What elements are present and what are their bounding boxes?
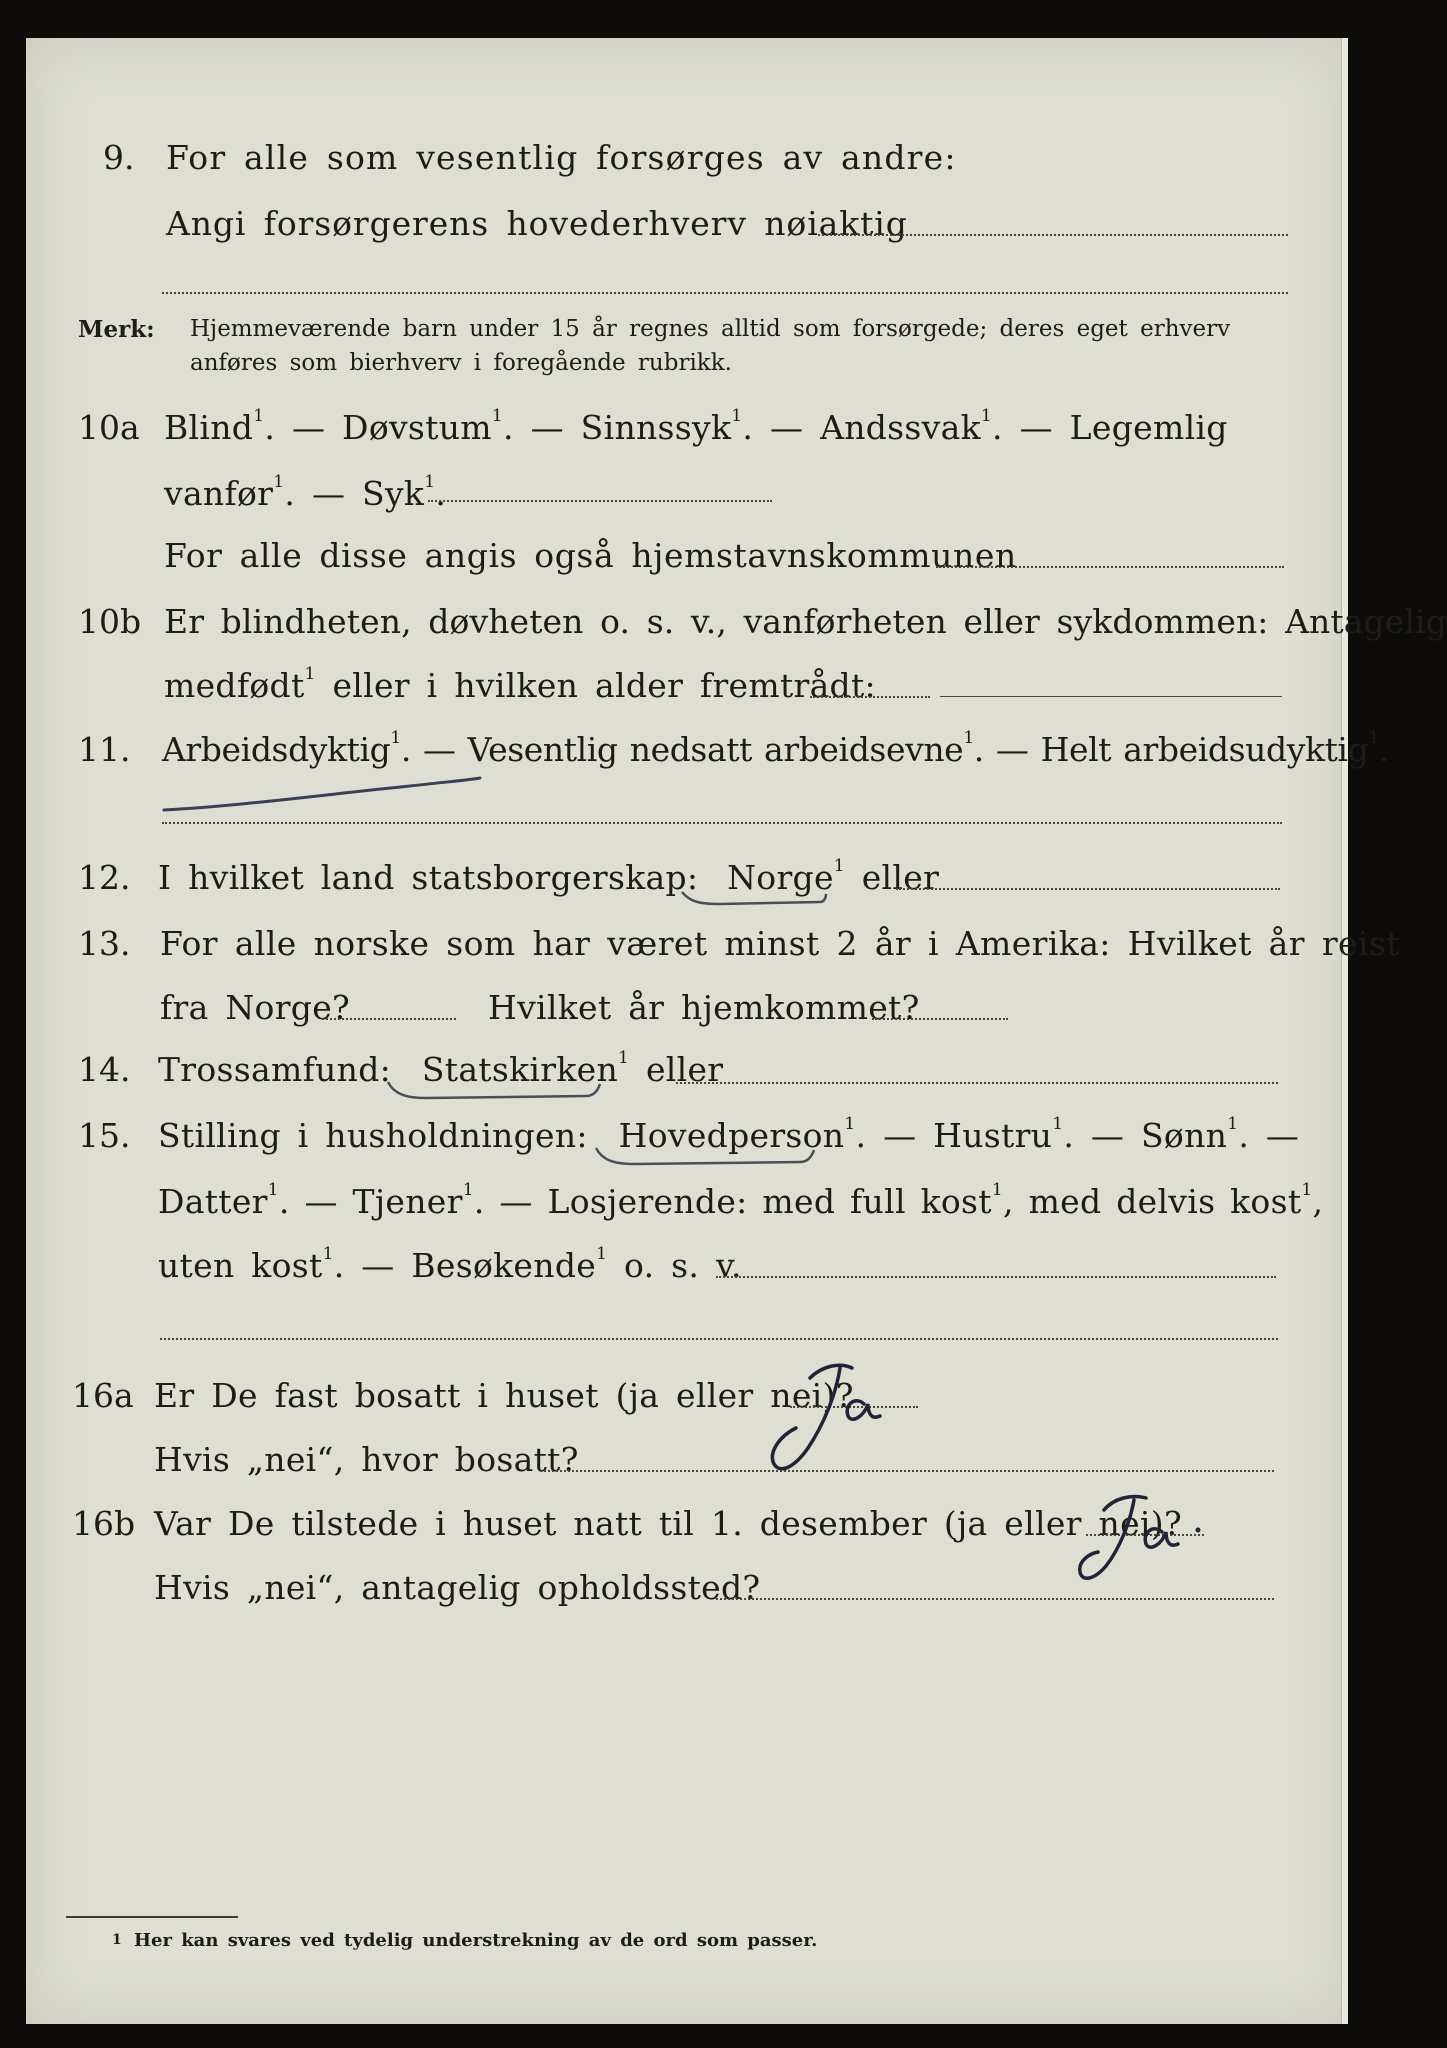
q10a-vanfor: vanfør xyxy=(164,474,274,513)
q10b-medfodt: medfødt xyxy=(164,666,305,705)
q9-answer-line[interactable] xyxy=(818,234,1288,236)
q10b-answer-line-2[interactable] xyxy=(940,696,1282,697)
q16b-opholdssted-line[interactable] xyxy=(716,1598,1274,1600)
footnote-mark: 1 xyxy=(1301,1180,1313,1200)
footnote-mark: 1 xyxy=(462,1180,474,1200)
q13-line1: For alle norske som har været minst 2 år i Amerika: Hvilket år reist xyxy=(160,924,1400,963)
footnote-mark: 1 xyxy=(304,664,316,684)
q11-helt: . — Helt arbeidsudyktig xyxy=(973,730,1369,769)
q15-losjerende: . — Losjerende: med full kost xyxy=(473,1182,992,1221)
q12-norge-underline xyxy=(680,886,830,910)
q9-line2: Angi forsørgerens hovederhverv nøiaktig xyxy=(166,204,908,243)
merk-line2: anføres som bierhverv i foregående rubrikk. xyxy=(190,350,732,376)
q16a-bosatt-line[interactable] xyxy=(540,1470,1274,1472)
footnote-mark: 1 xyxy=(1052,1114,1064,1134)
q15-datter: Datter xyxy=(158,1182,268,1221)
q16a-answer-text: Ja xyxy=(740,1344,741,1345)
q15-delvis: , med delvis kost xyxy=(1002,1182,1302,1221)
q11-line1: Arbeidsdyktig$^1$. — Vesentlig nedsatt arbeidsevne$^1$. — Helt arbeidsudyktig$^1$. xyxy=(162,728,1389,769)
q14-answer-line[interactable] xyxy=(676,1082,1278,1084)
q16b-line2: Hvis „nei“, antagelig opholdssted? xyxy=(154,1568,761,1607)
q15-text: Stilling i husholdningen: xyxy=(158,1116,588,1155)
q9-line1: For alle som vesentlig forsørges av andre: xyxy=(166,138,957,177)
footnote-mark: 1 xyxy=(731,406,743,426)
q12-number: 12. xyxy=(78,858,131,897)
q14-eller: eller xyxy=(645,1050,724,1089)
q10a-sinnssyk: — Sinnssyk xyxy=(530,408,732,447)
q12-answer-line[interactable] xyxy=(896,888,1280,890)
q12-norge: Norge xyxy=(727,858,834,897)
q16a-line2: Hvis „nei“, hvor bosatt? xyxy=(154,1440,579,1479)
q15-dash: . — xyxy=(1238,1116,1300,1155)
footnote-rule xyxy=(66,1916,238,1918)
q10a-line2: vanfør$^1$. — Syk$^1$. xyxy=(164,472,447,513)
q16a-line1: Er De fast bosatt i huset (ja eller nei)? xyxy=(154,1376,854,1415)
footnote-mark: 1 xyxy=(618,1048,630,1068)
footnote-mark: 1 xyxy=(491,406,503,426)
q16a-number: 16a xyxy=(72,1376,134,1415)
q12-text: I hvilket land statsborgerskap: xyxy=(158,858,699,897)
q10a-number: 10a xyxy=(78,408,140,447)
q11-answer-line[interactable] xyxy=(162,822,1282,824)
q15-sonn: . — Sønn xyxy=(1063,1116,1228,1155)
q10a-dovstum: — Døvstum xyxy=(291,408,492,447)
q10a-blind: Blind xyxy=(164,408,254,447)
q13-reist-line[interactable] xyxy=(322,1018,456,1020)
q15-answer-line-2[interactable] xyxy=(160,1338,1278,1340)
q10a-line1: Blind$^1$. — Døvstum$^1$. — Sinnssyk$^1$. — Andssvak$^1$. — Legemlig xyxy=(164,406,1228,447)
q16b-number: 16b xyxy=(72,1504,136,1543)
footnote-mark: 1 xyxy=(844,1114,856,1134)
footnote-mark: 1 xyxy=(322,1244,334,1264)
footnote-mark: 1 xyxy=(253,406,265,426)
footnote-mark: 1 xyxy=(1368,728,1379,748)
q10a-answer-line[interactable] xyxy=(428,500,772,502)
q10b-line1: Er blindheten, døvheten o. s. v., vanførheten eller sykdommen: Antagelig xyxy=(164,602,1447,641)
q16b-handwritten-answer xyxy=(1050,1476,1230,1596)
q10a-line3: For alle disse angis også hjemstavnskommunen xyxy=(164,536,1017,575)
footnote-mark: 1 xyxy=(1227,1114,1239,1134)
q15-line2: Datter$^1$. — Tjener$^1$. — Losjerende: med full kost$^1$, med delvis kost$^1$, xyxy=(158,1180,1324,1221)
q15-number: 15. xyxy=(78,1116,131,1155)
page-edge xyxy=(1341,38,1348,2024)
q10b-answer-line[interactable] xyxy=(810,696,930,698)
footnote-mark: 1 xyxy=(833,856,845,876)
footnote-mark: 1 xyxy=(390,728,401,748)
footnote-mark: 1 xyxy=(424,472,436,492)
q16b-line1: Var De tilstede i huset natt til 1. desember (ja eller nei)? xyxy=(154,1504,1182,1543)
q12-eller: eller xyxy=(861,858,940,897)
q15-answer-line[interactable] xyxy=(716,1276,1276,1278)
q11-vesentlig: . — Vesentlig nedsatt arbeidsevne xyxy=(400,730,964,769)
q10b-number: 10b xyxy=(78,602,142,641)
footnote-mark: 1 xyxy=(991,1180,1003,1200)
q15-uten: uten kost xyxy=(158,1246,323,1285)
footnote-mark: 1 xyxy=(112,1932,122,1948)
q15-besokende: . — Besøkende xyxy=(333,1246,597,1285)
q10a-syk: — Syk xyxy=(311,474,425,513)
q16b-answer-text: Ja xyxy=(1050,1476,1051,1477)
q11-number: 11. xyxy=(78,730,131,769)
q10b-line2 xyxy=(164,666,876,705)
footnote-text: Her kan svares ved tydelig understrekning av de ord som passer. xyxy=(134,1930,818,1951)
q15-hustru: . — Hustru xyxy=(855,1116,1053,1155)
merk-label: Merk: xyxy=(78,316,155,343)
footnote-mark: 1 xyxy=(980,406,992,426)
q13-line2b: Hvilket år hjemkommet? xyxy=(488,988,920,1027)
footnote-mark: 1 xyxy=(596,1244,608,1264)
q10b-rest: eller i hvilken alder fremtrådt: xyxy=(332,666,876,705)
q13-number: 13. xyxy=(78,924,131,963)
q13-hjemkommet-line[interactable] xyxy=(872,1018,1008,1020)
q15-osv: o. s. v. xyxy=(624,1246,742,1285)
q15-tjener: . — Tjener xyxy=(278,1182,463,1221)
q16a-handwritten-answer xyxy=(740,1344,930,1484)
q11-arbeidsdyktig: Arbeidsdyktig xyxy=(162,730,391,769)
q10a-hjemstavn-line[interactable] xyxy=(936,566,1284,568)
q15-hovedperson-underline xyxy=(594,1144,824,1170)
q13-line2a: fra Norge? xyxy=(160,988,351,1027)
q9-answer-line-2[interactable] xyxy=(162,292,1288,294)
footnote-mark: 1 xyxy=(963,728,974,748)
q14-text: Trossamfund: xyxy=(158,1050,392,1089)
q14-statskirken: Statskirken xyxy=(421,1050,619,1089)
q14-statskirken-underline xyxy=(386,1078,606,1104)
q15-hovedperson: Hovedperson xyxy=(618,1116,845,1155)
footnote-mark: 1 xyxy=(273,472,285,492)
q10a-legemlig: — Legemlig xyxy=(1019,408,1228,447)
footnote-mark: 1 xyxy=(267,1180,279,1200)
q10a-andssvak: — Andssvak xyxy=(769,408,981,447)
q9-number: 9. xyxy=(103,138,135,177)
q14-number: 14. xyxy=(78,1050,131,1089)
q15-line3 xyxy=(158,1246,742,1285)
merk-line1: Hjemmeværende barn under 15 år regnes alltid som forsørgede; deres eget erhverv xyxy=(190,316,1231,342)
q11-underline-mark xyxy=(160,770,490,820)
